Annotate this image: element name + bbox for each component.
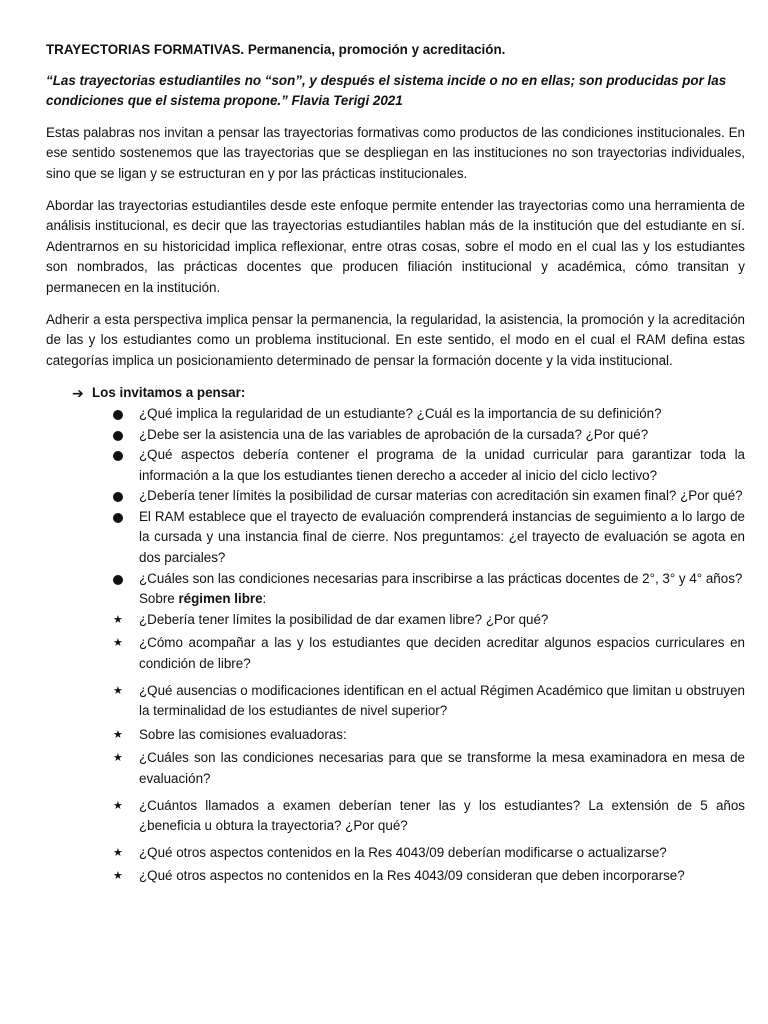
regimen-libre-heading: Sobre régimen libre: (139, 591, 267, 607)
bullet-icon (113, 410, 123, 420)
star-icon: ★ (113, 846, 123, 859)
list-item: ★ ¿Qué otros aspectos no contenidos en la Res 4043/09 consideran que deben incorporarse? (46, 866, 745, 887)
paragraph-2: Abordar las trayectorias estudiantiles desde este enfoque permite entender las trayectorias como una herramienta de análisis institucional, es decir que las trayectorias estudiantiles hablan más de la institución que del estudiante en sí. Adentrarnos en su historicidad implica reflexionar, entre otras cosas, sobre el modo en el cual las y los estudiantes son nombrados, las prácticas docentes que producen filiación institucional y académica, cómo transitan y permanecen en la institución. (46, 197, 745, 295)
bullet-icon (113, 451, 123, 461)
list-item: ¿Qué implica la regularidad de un estudiante? ¿Cuál es la importancia de su definición? (46, 404, 745, 425)
list-item: ¿Debe ser la asistencia una de las variables de aprobación de la cursada? ¿Por qué? (46, 425, 745, 446)
list-item: ¿Debería tener límites la posibilidad de cursar materias con acreditación sin examen final? ¿Por qué? (46, 486, 745, 507)
list-item: ★ ¿Cuántos llamados a examen deberían tener las y los estudiantes? La extensión de 5 años ¿beneficia u obtura la trayectoria? ¿Por qué? (113, 797, 745, 834)
bullet-icon (113, 431, 123, 441)
bullet-icon (113, 575, 123, 585)
paragraph-3: Adherir a esta perspectiva implica pensar la permanencia, la regularidad, la asistencia, la promoción y la acreditación de las y los estudiantes como un problema institucional. En este sentido, el modo en el cual el RAM defina estas categorías implica un posicionamiento determinado de pensar la formación docente y la vida institucional. (46, 311, 745, 368)
document-page (46, 40, 745, 887)
list-item: ★ ¿Qué ausencias o modificaciones identifican en el actual Régimen Académico que limitan u obstruyen la terminalidad de los estudiantes de nivel superior? (113, 682, 745, 719)
star-icon: ★ (113, 637, 123, 650)
star-icon: ★ (113, 799, 123, 812)
invite-label: Los invitamos a pensar: (92, 385, 246, 401)
star-icon: ★ (113, 728, 123, 741)
list-item: ¿Cuáles son las condiciones necesarias para inscribirse a las prácticas docentes de 2°, 3° y 4° años? (46, 569, 745, 590)
bullet-icon (113, 513, 123, 523)
list-item: ★ Sobre las comisiones evaluadoras: (46, 725, 745, 746)
list-item: ★ ¿Debería tener límites la posibilidad de dar examen libre? ¿Por qué? (46, 610, 745, 631)
star-icon: ★ (113, 684, 123, 697)
star-icon: ★ (113, 613, 123, 626)
document-title: TRAYECTORIAS FORMATIVAS. Permanencia, promoción y acreditación. (46, 42, 506, 57)
invite-heading (46, 383, 745, 404)
bullet-icon (113, 492, 123, 502)
list-item: ★ ¿Qué otros aspectos contenidos en la Res 4043/09 deberían modificarse o actualizarse? (46, 843, 745, 864)
list-item: ★ ¿Cómo acompañar a las y los estudiantes que deciden acreditar algunos espacios curriculares en condición de libre? (113, 635, 745, 672)
list-item: ★ ¿Cuáles son las condiciones necesarias para que se transforme la mesa examinadora en mesa de evaluación? (113, 750, 745, 786)
paragraph-1: Estas palabras nos invitan a pensar las trayectorias formativas como productos de las condiciones institucionales. En ese sentido sostenemos que las trayectorias que se despliegan en las instituciones no son trayectorias individuales, sino que se ligan y se estructuran en y por las prácticas institucionales. (46, 124, 745, 181)
list-item: El RAM establece que el trayecto de evaluación comprenderá instancias de seguimiento a lo largo de la cursada y una instancia final de cierre. Nos preguntamos: ¿el trayecto de evaluación se agota en dos parciales? (46, 507, 745, 569)
arrow-right-icon: ➔ (72, 385, 84, 402)
star-icon: ★ (113, 752, 123, 765)
star-icon: ★ (113, 870, 123, 883)
bullet-question-list (46, 404, 745, 589)
list-item: ¿Qué aspectos debería contener el programa de la unidad curricular para garantizar toda la información a la que los estudiantes tienen derecho a acceder al inicio del ciclo lectivo? (46, 445, 745, 486)
epigraph-quote: “Las trayectorias estudiantiles no “son”, y después el sistema incide o no en ellas; son producidas por las condiciones que el sistema propone.” Flavia Terigi 2021 (46, 72, 727, 109)
star-question-list (46, 610, 745, 887)
